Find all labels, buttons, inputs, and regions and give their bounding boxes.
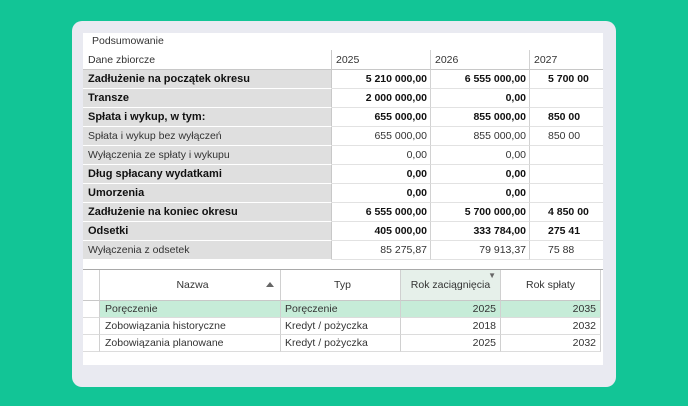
panel-title: Podsumowanie — [92, 35, 164, 47]
value-cell[interactable] — [530, 165, 603, 184]
value-cell[interactable]: 79 913,37 — [431, 241, 530, 260]
value-cell[interactable]: 6 555 000,00 — [332, 203, 431, 222]
value-cell[interactable]: 0,00 — [431, 165, 530, 184]
value-cell[interactable]: 0,00 — [332, 146, 431, 165]
obligations-header-row — [83, 270, 603, 301]
header-year-2025[interactable]: 2025 — [332, 50, 431, 70]
value-cell[interactable]: 0,00 — [431, 146, 530, 165]
row-indicator[interactable] — [83, 335, 100, 352]
column-header-year-repaid[interactable]: Rok spłaty — [501, 270, 601, 301]
summary-row[interactable] — [83, 127, 603, 146]
sort-ascending-icon — [266, 282, 274, 287]
summary-row[interactable] — [83, 108, 603, 127]
summary-row[interactable] — [83, 146, 603, 165]
cell-type[interactable]: Kredyt / pożyczka — [281, 335, 401, 352]
value-cell[interactable]: 5 210 000,00 — [332, 70, 431, 89]
cell-year-taken[interactable]: 2018 — [401, 318, 501, 335]
row-label: Spłata i wykup bez wyłączeń — [83, 127, 332, 146]
value-cell[interactable]: 275 41 — [530, 222, 603, 241]
obligations-table — [83, 269, 603, 365]
cell-year-repaid[interactable]: 2032 — [501, 335, 601, 352]
value-cell[interactable]: 75 88 — [530, 241, 603, 260]
value-cell[interactable]: 855 000,00 — [431, 108, 530, 127]
row-indicator[interactable] — [83, 301, 100, 318]
cell-type[interactable]: Poręczenie — [281, 301, 401, 318]
row-label: Odsetki — [83, 222, 332, 241]
value-cell[interactable] — [530, 184, 603, 203]
column-header-year-taken-label: Rok zaciągnięcia — [410, 279, 491, 291]
value-cell[interactable]: 405 000,00 — [332, 222, 431, 241]
cell-name[interactable]: Poręczenie — [100, 301, 281, 318]
value-cell[interactable]: 2 000 000,00 — [332, 89, 431, 108]
row-indicator-header — [83, 270, 100, 301]
column-header-name-label: Nazwa — [176, 279, 209, 291]
row-label: Wyłączenia ze spłaty i wykupu — [83, 146, 332, 165]
value-cell[interactable]: 0,00 — [332, 184, 431, 203]
cell-type[interactable]: Kredyt / pożyczka — [281, 318, 401, 335]
table-row[interactable] — [83, 318, 603, 335]
summary-row[interactable] — [83, 89, 603, 108]
column-header-type[interactable]: Typ — [281, 270, 401, 301]
header-year-2026[interactable]: 2026 — [431, 50, 530, 70]
table-row[interactable] — [83, 301, 603, 318]
table-row[interactable] — [83, 335, 603, 352]
row-indicator[interactable] — [83, 318, 100, 335]
value-cell[interactable]: 4 850 00 — [530, 203, 603, 222]
value-cell[interactable]: 0,00 — [431, 89, 530, 108]
value-cell[interactable]: 855 000,00 — [431, 127, 530, 146]
value-cell[interactable]: 6 555 000,00 — [431, 70, 530, 89]
row-label: Umorzenia — [83, 184, 332, 203]
filter-icon[interactable]: ▼ — [488, 271, 496, 280]
summary-row[interactable] — [83, 165, 603, 184]
summary-row[interactable] — [83, 184, 603, 203]
column-header-name[interactable] — [100, 270, 281, 301]
summary-window — [83, 33, 603, 365]
row-label: Dług spłacany wydatkami — [83, 165, 332, 184]
summary-header-row — [83, 50, 603, 70]
cell-name[interactable]: Zobowiązania historyczne — [100, 318, 281, 335]
cell-year-taken[interactable]: 2025 — [401, 301, 501, 318]
cell-year-repaid[interactable]: 2032 — [501, 318, 601, 335]
row-label: Zadłużenie na początek okresu — [83, 70, 332, 89]
summary-row[interactable] — [83, 222, 603, 241]
row-label: Wyłączenia z odsetek — [83, 241, 332, 260]
cell-name[interactable]: Zobowiązania planowane — [100, 335, 281, 352]
value-cell[interactable]: 0,00 — [332, 165, 431, 184]
value-cell[interactable]: 5 700 000,00 — [431, 203, 530, 222]
summary-row[interactable] — [83, 70, 603, 89]
row-label: Spłata i wykup, w tym: — [83, 108, 332, 127]
value-cell[interactable] — [530, 146, 603, 165]
value-cell[interactable]: 333 784,00 — [431, 222, 530, 241]
value-cell[interactable]: 850 00 — [530, 127, 603, 146]
summary-row[interactable] — [83, 203, 603, 222]
header-label: Dane zbiorcze — [83, 50, 332, 70]
value-cell[interactable]: 0,00 — [431, 184, 530, 203]
cell-year-repaid[interactable]: 2035 — [501, 301, 601, 318]
summary-grid — [83, 50, 603, 260]
value-cell[interactable]: 85 275,87 — [332, 241, 431, 260]
value-cell[interactable]: 655 000,00 — [332, 108, 431, 127]
value-cell[interactable]: 655 000,00 — [332, 127, 431, 146]
header-year-2027[interactable]: 2027 — [530, 50, 603, 70]
cell-year-taken[interactable]: 2025 — [401, 335, 501, 352]
value-cell[interactable]: 850 00 — [530, 108, 603, 127]
row-label: Zadłużenie na koniec okresu — [83, 203, 332, 222]
column-header-year-taken[interactable] — [401, 270, 501, 301]
row-label: Transze — [83, 89, 332, 108]
value-cell[interactable]: 5 700 00 — [530, 70, 603, 89]
value-cell[interactable] — [530, 89, 603, 108]
summary-row[interactable] — [83, 241, 603, 260]
